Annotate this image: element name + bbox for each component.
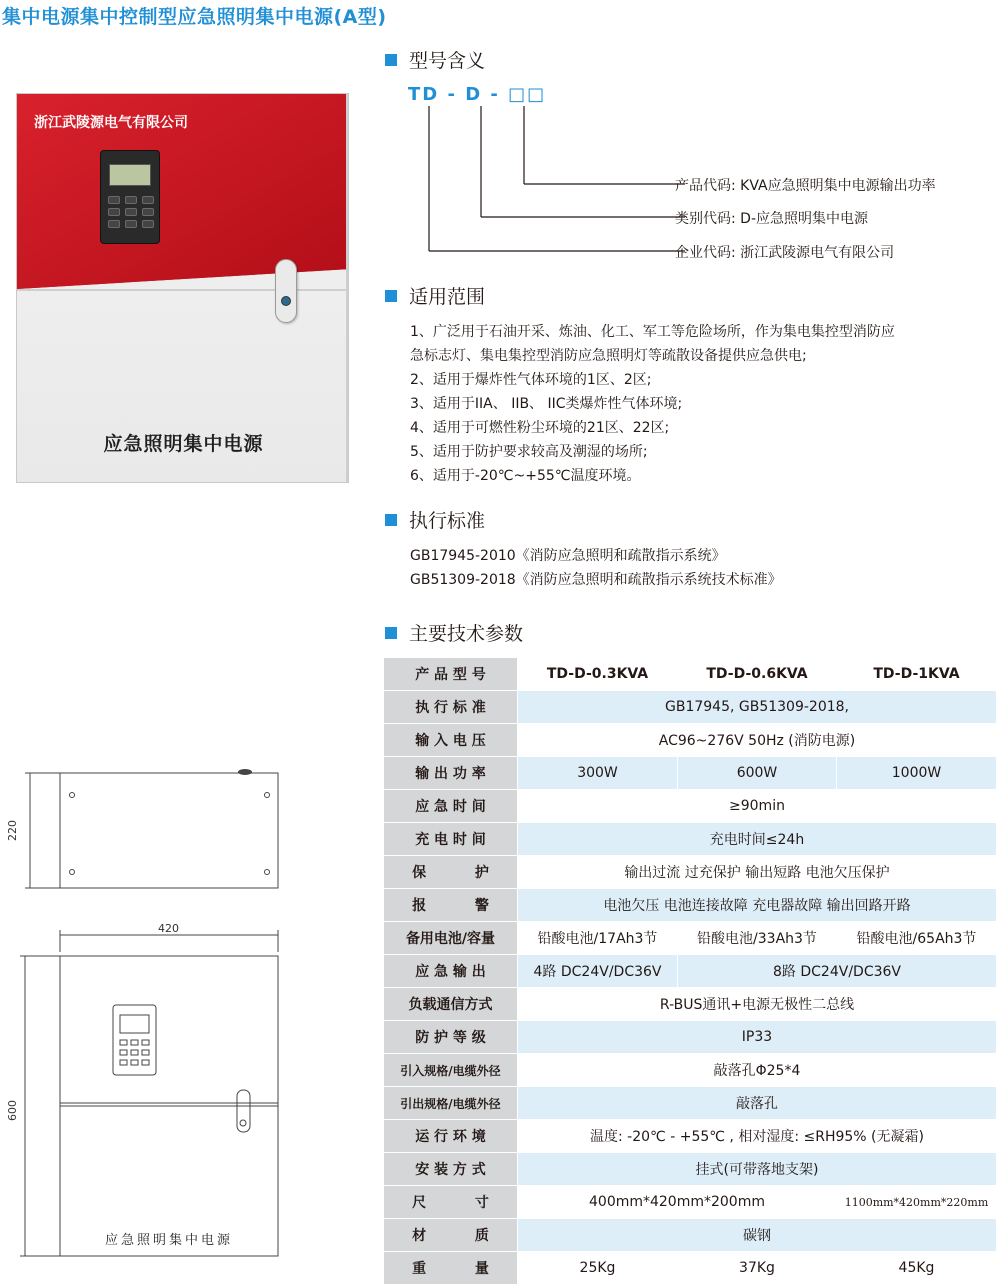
- row-label: 引出规格/电缆外径: [384, 1087, 518, 1120]
- control-panel: [100, 150, 160, 244]
- list-item: GB17945-2010《消防应急照明和疏散指示系统》: [410, 548, 726, 564]
- keypad-key: [142, 196, 154, 204]
- drawing-lines: [0, 760, 300, 1280]
- cell: 输出过流 过充保护 输出短路 电池欠压保护: [518, 856, 997, 889]
- row-label: 尺 寸: [384, 1186, 518, 1219]
- keypad-key: [108, 220, 120, 228]
- cell: 4路 DC24V/DC36V: [518, 955, 678, 988]
- section-title: 型号含义: [409, 50, 486, 72]
- keypad-key: [108, 208, 120, 216]
- cell: 铅酸电池/65Ah3节: [837, 922, 997, 955]
- cell: 铅酸电池/33Ah3节: [678, 922, 837, 955]
- cell: 37Kg: [678, 1252, 837, 1285]
- row-label: 输 入 电 压: [384, 724, 518, 757]
- list-item: 3、适用于IIA、 IIB、 IIC类爆炸性气体环境;: [410, 396, 683, 412]
- keypad-key: [125, 208, 137, 216]
- cell: TD-D-1KVA: [837, 658, 997, 691]
- table-row: [384, 1219, 997, 1252]
- square-bullet-icon: [385, 54, 397, 66]
- table-row: [384, 1054, 997, 1087]
- cell: 300W: [518, 757, 678, 790]
- row-label: 运 行 环 境: [384, 1120, 518, 1153]
- scope-list: [410, 320, 995, 488]
- table-row: [384, 823, 997, 856]
- product-photo: [16, 93, 349, 483]
- table-row: [384, 658, 997, 691]
- dim-width: 420: [158, 922, 179, 935]
- table-row: [384, 889, 997, 922]
- lcd-screen: [109, 164, 151, 186]
- cell: ≥90min: [518, 790, 997, 823]
- square-bullet-icon: [385, 514, 397, 526]
- list-item: 1、广泛用于石油开采、炼油、化工、军工等危险场所，作为集电集控型消防应: [410, 324, 895, 340]
- cell: TD-D-0.3KVA: [518, 658, 678, 691]
- keypad-key: [142, 220, 154, 228]
- cell: 1100mm*420mm*220mm: [837, 1186, 997, 1219]
- standards-list: [410, 544, 782, 592]
- row-label: 输 出 功 率: [384, 757, 518, 790]
- cell: 400mm*420mm*200mm: [518, 1186, 837, 1219]
- cabinet-product-name: 应急照明集中电源: [103, 433, 264, 455]
- cell: 45Kg: [837, 1252, 997, 1285]
- table-row: [384, 1153, 997, 1186]
- table-row: [384, 1252, 997, 1285]
- list-item: 5、适用于防护要求较高及潮湿的场所;: [410, 444, 648, 460]
- table-row: [384, 1087, 997, 1120]
- list-item: 4、适用于可燃性粉尘环境的21区、22区;: [410, 420, 670, 436]
- cell: 挂式(可带落地支架): [518, 1153, 997, 1186]
- cabinet-company-label: 浙江武陵源电气有限公司: [34, 115, 188, 131]
- code-desc-product: 产品代码: KVA应急照明集中电源输出功率: [675, 178, 936, 194]
- table-row: [384, 1186, 997, 1219]
- row-label: 备用电池/容量: [384, 922, 518, 955]
- keypad-key: [142, 208, 154, 216]
- section-title: 执行标准: [409, 510, 486, 532]
- row-label: 执 行 标 准: [384, 691, 518, 724]
- cell: AC96~276V 50Hz (消防电源): [518, 724, 997, 757]
- table-row: [384, 790, 997, 823]
- table-row: [384, 988, 997, 1021]
- keypad: [108, 196, 154, 228]
- cell: 电池欠压 电池连接故障 充电器故障 输出回路开路: [518, 889, 997, 922]
- section-heading-standards: [385, 506, 485, 533]
- keypad-key: [125, 196, 137, 204]
- lock-icon: [281, 296, 291, 306]
- cell: TD-D-0.6KVA: [678, 658, 837, 691]
- section-title: 适用范围: [409, 286, 486, 308]
- cell: 温度: -20℃ - +55℃ , 相对湿度: ≤RH95% (无凝霜): [518, 1120, 997, 1153]
- square-bullet-icon: [385, 290, 397, 302]
- cell: 1000W: [837, 757, 997, 790]
- table-row: [384, 922, 997, 955]
- table-row: [384, 757, 997, 790]
- cell: 敲落孔Φ25*4: [518, 1054, 997, 1087]
- row-label: 报 警: [384, 889, 518, 922]
- row-label: 引入规格/电缆外径: [384, 1054, 518, 1087]
- cell: 碳钢: [518, 1219, 997, 1252]
- list-item: GB51309-2018《消防应急照明和疏散指示系统技术标准》: [410, 572, 782, 588]
- section-heading-scope: [385, 282, 485, 309]
- cell: 敲落孔: [518, 1087, 997, 1120]
- cell: 铅酸电池/17Ah3节: [518, 922, 678, 955]
- cell: 600W: [678, 757, 837, 790]
- code-desc-company: 企业代码: 浙江武陵源电气有限公司: [675, 245, 895, 261]
- row-label: 产 品 型 号: [384, 658, 518, 691]
- table-row: [384, 856, 997, 889]
- cell: IP33: [518, 1021, 997, 1054]
- spec-table: [383, 657, 997, 1285]
- row-label: 安 装 方 式: [384, 1153, 518, 1186]
- table-row: [384, 955, 997, 988]
- table-row: [384, 691, 997, 724]
- drawing-product-name: 应急照明集中电源: [104, 1233, 233, 1248]
- dim-height-front: 600: [6, 1100, 19, 1121]
- page-title: 集中电源集中控制型应急照明集中电源(A型): [2, 6, 387, 28]
- code-desc-category: 类别代码: D-应急照明集中电源: [675, 211, 868, 227]
- keypad-key: [125, 220, 137, 228]
- technical-drawing: [0, 760, 300, 1280]
- row-label: 重 量: [384, 1252, 518, 1285]
- table-row: [384, 1021, 997, 1054]
- cabinet-body: [17, 94, 349, 483]
- table-row: [384, 1120, 997, 1153]
- row-label: 防 护 等 级: [384, 1021, 518, 1054]
- row-label: 应 急 输 出: [384, 955, 518, 988]
- list-item: 2、适用于爆炸性气体环境的1区、2区;: [410, 372, 652, 388]
- row-label: 材 质: [384, 1219, 518, 1252]
- cell: 8路 DC24V/DC36V: [678, 955, 997, 988]
- cell: 充电时间≤24h: [518, 823, 997, 856]
- door-handle: [275, 259, 297, 323]
- section-heading-params: [385, 619, 523, 646]
- model-code-leader-lines: [420, 104, 690, 264]
- row-label: 应 急 时 间: [384, 790, 518, 823]
- cell: R-BUS通讯+电源无极性二总线: [518, 988, 997, 1021]
- list-item: 6、适用于-20℃~+55℃温度环境。: [410, 468, 641, 484]
- row-label: 保 护: [384, 856, 518, 889]
- row-label: 充 电 时 间: [384, 823, 518, 856]
- list-item: 急标志灯、集电集控型消防应急照明灯等疏散设备提供应急供电;: [410, 348, 807, 364]
- row-label: 负载通信方式: [384, 988, 518, 1021]
- cell: 25Kg: [518, 1252, 678, 1285]
- table-row: [384, 724, 997, 757]
- dim-height-top: 220: [6, 820, 19, 841]
- model-code: TD - D - □□: [408, 84, 547, 105]
- cell: GB17945, GB51309-2018,: [518, 691, 997, 724]
- section-heading-model: [385, 46, 485, 73]
- square-bullet-icon: [385, 627, 397, 639]
- keypad-key: [108, 196, 120, 204]
- section-title: 主要技术参数: [409, 623, 524, 645]
